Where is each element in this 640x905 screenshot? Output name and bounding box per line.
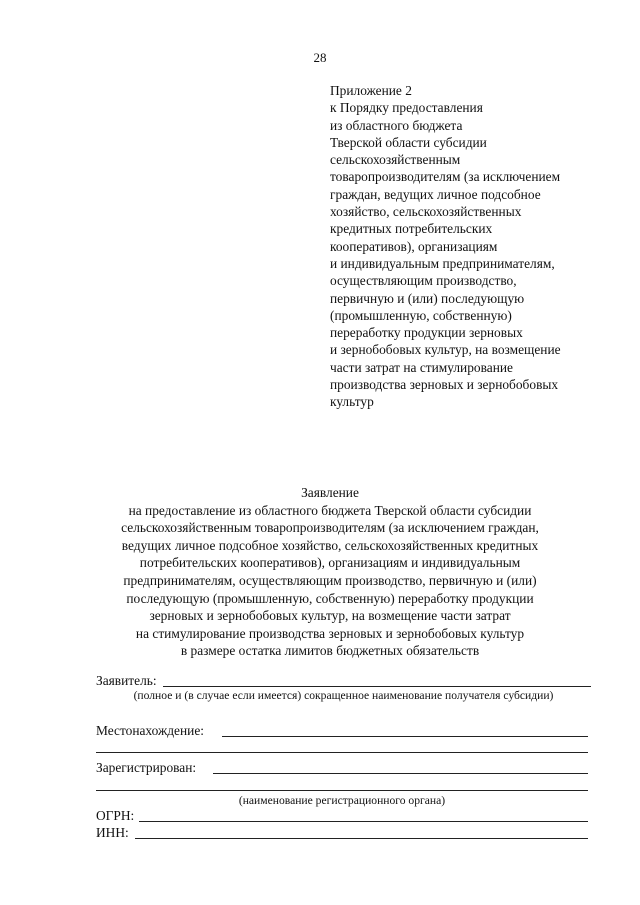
appendix-line: производства зерновых и зернобобовых [330,377,559,393]
title-line: в размере остатка лимитов бюджетных обязательств [180,643,480,659]
appendix-line: Тверской области субсидии [330,134,487,150]
appendix-line: из областного бюджета [330,117,463,133]
inn-label: ИНН: [96,825,129,840]
appendix-line: сельскохозяйственным [330,152,461,168]
appendix-line: граждан, ведущих личное подсобное [330,186,541,202]
appendix-line: осуществляющим производство, [330,273,517,289]
appendix-line: культур [330,394,374,410]
inn-field[interactable] [135,838,588,839]
title-line: ведущих личное подсобное хозяйство, сельскохозяйственных кредитных [121,537,539,553]
applicant-label: Заявитель: [96,673,157,688]
appendix-line: первичную и (или) последующую [330,290,525,306]
title-line: сельскохозяйственным товаропроизводителям (за исключением граждан, [121,520,539,536]
title-line: предпринимателям, осуществляющим производство, первичную и (или) [123,572,537,588]
appendix-header [330,82,630,411]
appendix-line: переработку продукции зерновых [330,325,523,341]
title-line: Заявление [301,485,359,500]
appendix-line: к Порядку предоставления [330,100,483,116]
page-number: 28 [313,50,327,65]
appendix-line: кооперативов), организациям [330,238,498,254]
appendix-line: Приложение 2 [330,83,412,98]
ogrn-field[interactable] [139,821,588,822]
location-label: Местонахождение: [96,723,204,738]
appendix-line: хозяйство, сельскохозяйственных [330,204,522,220]
document-title [60,484,600,660]
applicant-field[interactable] [163,686,591,687]
title-line: зерновых и зернобобовых культур, на возмещение части затрат [149,608,511,624]
registered-field-continuation[interactable] [96,790,588,791]
appendix-line: (промышленную, собственную) [330,307,512,323]
registered-field[interactable] [213,773,588,774]
appendix-line: и индивидуальным предпринимателям, [330,255,555,271]
appendix-line: товаропроизводителям (за исключением [330,169,561,185]
title-line: последующую (промышленную, собственную) переработку продукции [126,590,534,606]
ogrn-label: ОГРН: [96,808,135,823]
location-field-continuation[interactable] [96,752,588,753]
registered-label: Зарегистрирован: [96,760,197,775]
appendix-line: кредитных потребительских [330,221,493,237]
location-field[interactable] [222,736,588,737]
title-line: потребительских кооперативов), организациям и индивидуальным [139,555,521,571]
title-line: на стимулирование производства зерновых и зернобобовых культур [135,625,525,641]
appendix-line: и зернобобовых культур, на возмещение [330,342,561,358]
applicant-caption: (полное и (в случае если имеется) сокращенное наименование получателя субсидии) [133,689,554,702]
registration-caption: (наименование регистрационного органа) [238,794,446,807]
appendix-line: части затрат на стимулирование [330,359,513,375]
title-line: на предоставление из областного бюджета Тверской области субсидии [128,502,532,518]
